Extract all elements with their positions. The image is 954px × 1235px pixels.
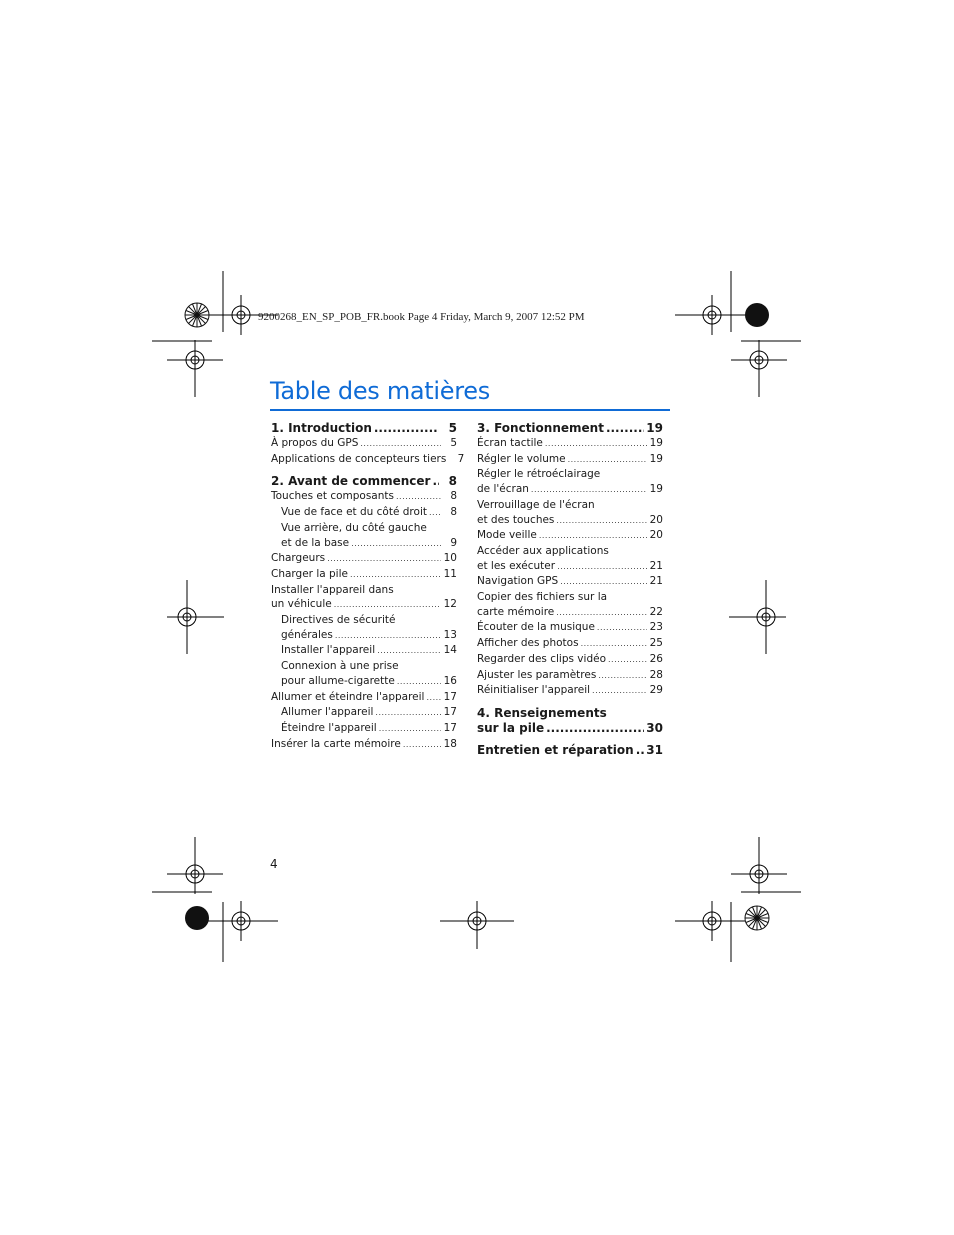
- toc-dot-leader: [377, 644, 441, 659]
- toc-entry-page: 20: [649, 529, 663, 542]
- toc-entry-page: 19: [649, 452, 663, 465]
- toc-entry-page: 17: [443, 706, 457, 719]
- toc-dot-leader: [403, 738, 441, 753]
- toc-entry-label: Régler le volume: [477, 452, 566, 465]
- toc-dot-leader: [327, 552, 441, 567]
- toc-dot-leader: [636, 743, 645, 758]
- toc-entry[interactable]: [271, 452, 465, 468]
- toc-entry[interactable]: [271, 474, 457, 489]
- toc-entry-page: 28: [649, 668, 663, 681]
- toc-entry-label: Touches et composants: [271, 490, 394, 503]
- toc-entry-page: 9: [450, 536, 457, 549]
- toc-entry-label: Écouter de la musique: [477, 621, 595, 634]
- toc-dot-leader: [581, 637, 647, 652]
- toc-entry-label: et de la base: [281, 536, 350, 549]
- toc-entry[interactable]: [477, 528, 663, 544]
- toc-heading-line: Verrouillage de l'écran: [477, 498, 595, 511]
- toc-entry-label: Éteindre l'appareil: [281, 721, 377, 734]
- toc-dot-leader: [608, 653, 647, 668]
- toc-entry-label: Écran tactile: [477, 437, 543, 449]
- toc-dot-leader: [396, 490, 441, 505]
- toc-entry[interactable]: [477, 668, 663, 684]
- toc-entry-label: Insérer la carte mémoire: [271, 737, 401, 750]
- toc-entry[interactable]: [271, 705, 457, 721]
- toc-entry[interactable]: [271, 628, 457, 644]
- toc-entry[interactable]: [477, 559, 663, 575]
- toc-column-right: [477, 421, 663, 758]
- toc-entry-page: 21: [649, 559, 663, 572]
- toc-dot-leader: [557, 560, 647, 575]
- toc-entry[interactable]: [271, 643, 457, 659]
- print-slug: 9200268_EN_SP_POB_FR.book Page 4 Friday, March 9, 2007 12:52 PM: [258, 311, 585, 323]
- toc-entry[interactable]: [477, 605, 663, 621]
- toc-entry[interactable]: [271, 737, 457, 753]
- toc-heading-line: Vue arrière, du côté gauche: [281, 521, 427, 534]
- toc-entry[interactable]: [477, 743, 663, 758]
- toc-entry-page: 19: [649, 483, 663, 496]
- toc-entry-label: Regarder des clips vidéo: [477, 652, 606, 665]
- toc-entry-page: 17: [443, 690, 457, 703]
- toc-dot-leader: [379, 722, 441, 737]
- toc-entry[interactable]: [477, 652, 663, 668]
- toc-entry[interactable]: [477, 683, 663, 699]
- toc-dot-leader: [560, 575, 647, 590]
- toc-heading-line: Installer l'appareil dans: [271, 583, 394, 596]
- toc-entry-label: Réinitialiser l'appareil: [477, 684, 591, 697]
- toc-entry-label: Navigation GPS: [477, 575, 559, 588]
- toc-dot-leader: [597, 621, 647, 636]
- toc-entry-label: et les exécuter: [477, 559, 556, 572]
- toc-entry-label: Allumer et éteindre l'appareil: [271, 690, 425, 703]
- toc-heading-line: 4. Renseignements: [477, 705, 607, 720]
- toc-dot-leader: [568, 453, 647, 468]
- title-rule: [270, 409, 670, 411]
- toc-entry[interactable]: [271, 436, 457, 452]
- toc-entry-page: 17: [443, 721, 457, 734]
- toc-entry-page: 5: [450, 437, 457, 449]
- toc-dot-leader: [556, 514, 647, 529]
- toc-entry-label: de l'écran: [477, 483, 529, 496]
- toc-entry[interactable]: [271, 597, 457, 613]
- toc-dot-leader: [556, 606, 647, 621]
- toc-dot-leader: [429, 506, 441, 521]
- toc-dot-leader: [592, 684, 647, 699]
- toc-dot-leader: [539, 529, 647, 544]
- toc-entry-label: carte mémoire: [477, 605, 555, 618]
- toc-column-left: [271, 421, 465, 752]
- toc-entry-page: 18: [443, 737, 457, 750]
- toc-entry-page: 23: [649, 621, 663, 634]
- toc-dot-leader: [351, 537, 441, 552]
- toc-entry-page: 22: [649, 605, 663, 618]
- toc-dot-leader: [531, 483, 647, 498]
- toc-entry-page: 30: [646, 720, 663, 735]
- toc-entry-label: un véhicule: [271, 598, 332, 611]
- toc-entry-page: 29: [649, 684, 663, 697]
- toc-entry[interactable]: [271, 505, 457, 521]
- toc-entry[interactable]: [477, 636, 663, 652]
- toc-entry-label: Installer l'appareil: [281, 644, 376, 657]
- toc-entry-page: 25: [649, 637, 663, 650]
- toc-entry-page: 13: [443, 628, 457, 641]
- toc-entry[interactable]: [271, 489, 457, 505]
- toc-entry-label: 1. Introduction: [271, 421, 372, 435]
- toc-entry-label: Vue de face et du côté droit: [281, 506, 427, 519]
- toc-dot-leader: [334, 598, 441, 613]
- toc-entry-page: 20: [649, 513, 663, 526]
- toc-heading-line: Régler le rétroéclairage: [477, 468, 601, 481]
- toc-entry-page: 8: [450, 506, 457, 519]
- toc-entry-page: 19: [649, 437, 663, 449]
- toc-entry[interactable]: [477, 574, 663, 590]
- toc-dot-leader: [606, 421, 644, 436]
- toc-entry-page: 10: [443, 552, 457, 565]
- toc-dot-leader: [360, 437, 441, 452]
- toc-entry-label: Chargeurs: [271, 552, 326, 565]
- toc-entry-page: 12: [443, 598, 457, 611]
- toc-entry-label: Allumer l'appareil: [281, 706, 374, 719]
- toc-entry-page: 21: [649, 575, 663, 588]
- toc-entry-page: 7: [457, 452, 465, 465]
- toc-dot-leader: [375, 706, 441, 721]
- toc-entry[interactable]: [477, 436, 663, 452]
- toc-entry-label: Charger la pile: [271, 567, 348, 580]
- toc-entry-label: générales: [281, 628, 333, 641]
- toc-dot-leader: [374, 421, 439, 436]
- toc-heading-line: Connexion à une prise: [281, 660, 399, 673]
- toc-entry-label: Ajuster les paramètres: [477, 668, 597, 681]
- toc-entry[interactable]: [271, 421, 457, 436]
- toc-entry-page: 26: [649, 652, 663, 665]
- toc-entry[interactable]: [271, 551, 457, 567]
- toc-entry-label: Mode veille: [477, 529, 537, 542]
- toc-entry[interactable]: [477, 421, 663, 436]
- toc-entry-label: sur la pile: [477, 720, 545, 735]
- toc-entry-label: 3. Fonctionnement: [477, 421, 604, 435]
- toc-entry-page: 11: [443, 567, 457, 580]
- toc-entry-page: 31: [646, 742, 663, 757]
- toc-entry[interactable]: [477, 513, 663, 529]
- toc-entry[interactable]: [477, 721, 663, 736]
- toc-entry-label: Entretien et réparation: [477, 742, 634, 757]
- toc-entry[interactable]: [271, 690, 457, 706]
- toc-heading-line: Accéder aux applications: [477, 544, 609, 557]
- toc-entry[interactable]: [477, 620, 663, 636]
- toc-dot-leader: [397, 675, 441, 690]
- toc-entry[interactable]: [477, 482, 663, 498]
- toc-dot-leader: [335, 629, 441, 644]
- toc-dot-leader: [545, 437, 647, 452]
- toc-entry[interactable]: [271, 567, 457, 583]
- toc-heading-line: Directives de sécurité: [281, 614, 396, 627]
- toc-entry-page: 16: [443, 674, 457, 687]
- toc-entry[interactable]: [271, 721, 457, 737]
- toc-dot-leader: [350, 568, 441, 583]
- toc-entry-label: Afficher des photos: [477, 637, 579, 650]
- toc-dot-leader: [426, 691, 441, 706]
- toc-entry-label: pour allume-cigarette: [281, 674, 395, 687]
- toc-dot-leader: [432, 474, 439, 489]
- toc-entry-page: 8: [448, 474, 457, 489]
- toc-entry[interactable]: [477, 452, 663, 468]
- toc-entry-label: À propos du GPS: [271, 437, 359, 449]
- toc-entry-page: 8: [450, 490, 457, 503]
- toc-heading-line: Copier des fichiers sur la: [477, 591, 608, 604]
- toc-dot-leader: [598, 669, 647, 684]
- toc-entry-label: Applications de concepteurs tiers: [271, 452, 447, 465]
- toc-entry-page: 5: [448, 421, 457, 435]
- page-number: 4: [270, 857, 278, 871]
- page-title: Table des matières: [270, 377, 490, 405]
- toc-entry-label: et des touches: [477, 513, 555, 526]
- toc-entry-page: 14: [443, 644, 457, 657]
- toc-entry[interactable]: [271, 674, 457, 690]
- toc-entry[interactable]: [271, 536, 457, 552]
- toc-dot-leader: [546, 721, 644, 736]
- toc-entry-label: 2. Avant de commencer: [271, 474, 431, 489]
- toc-entry-page: 19: [646, 421, 663, 435]
